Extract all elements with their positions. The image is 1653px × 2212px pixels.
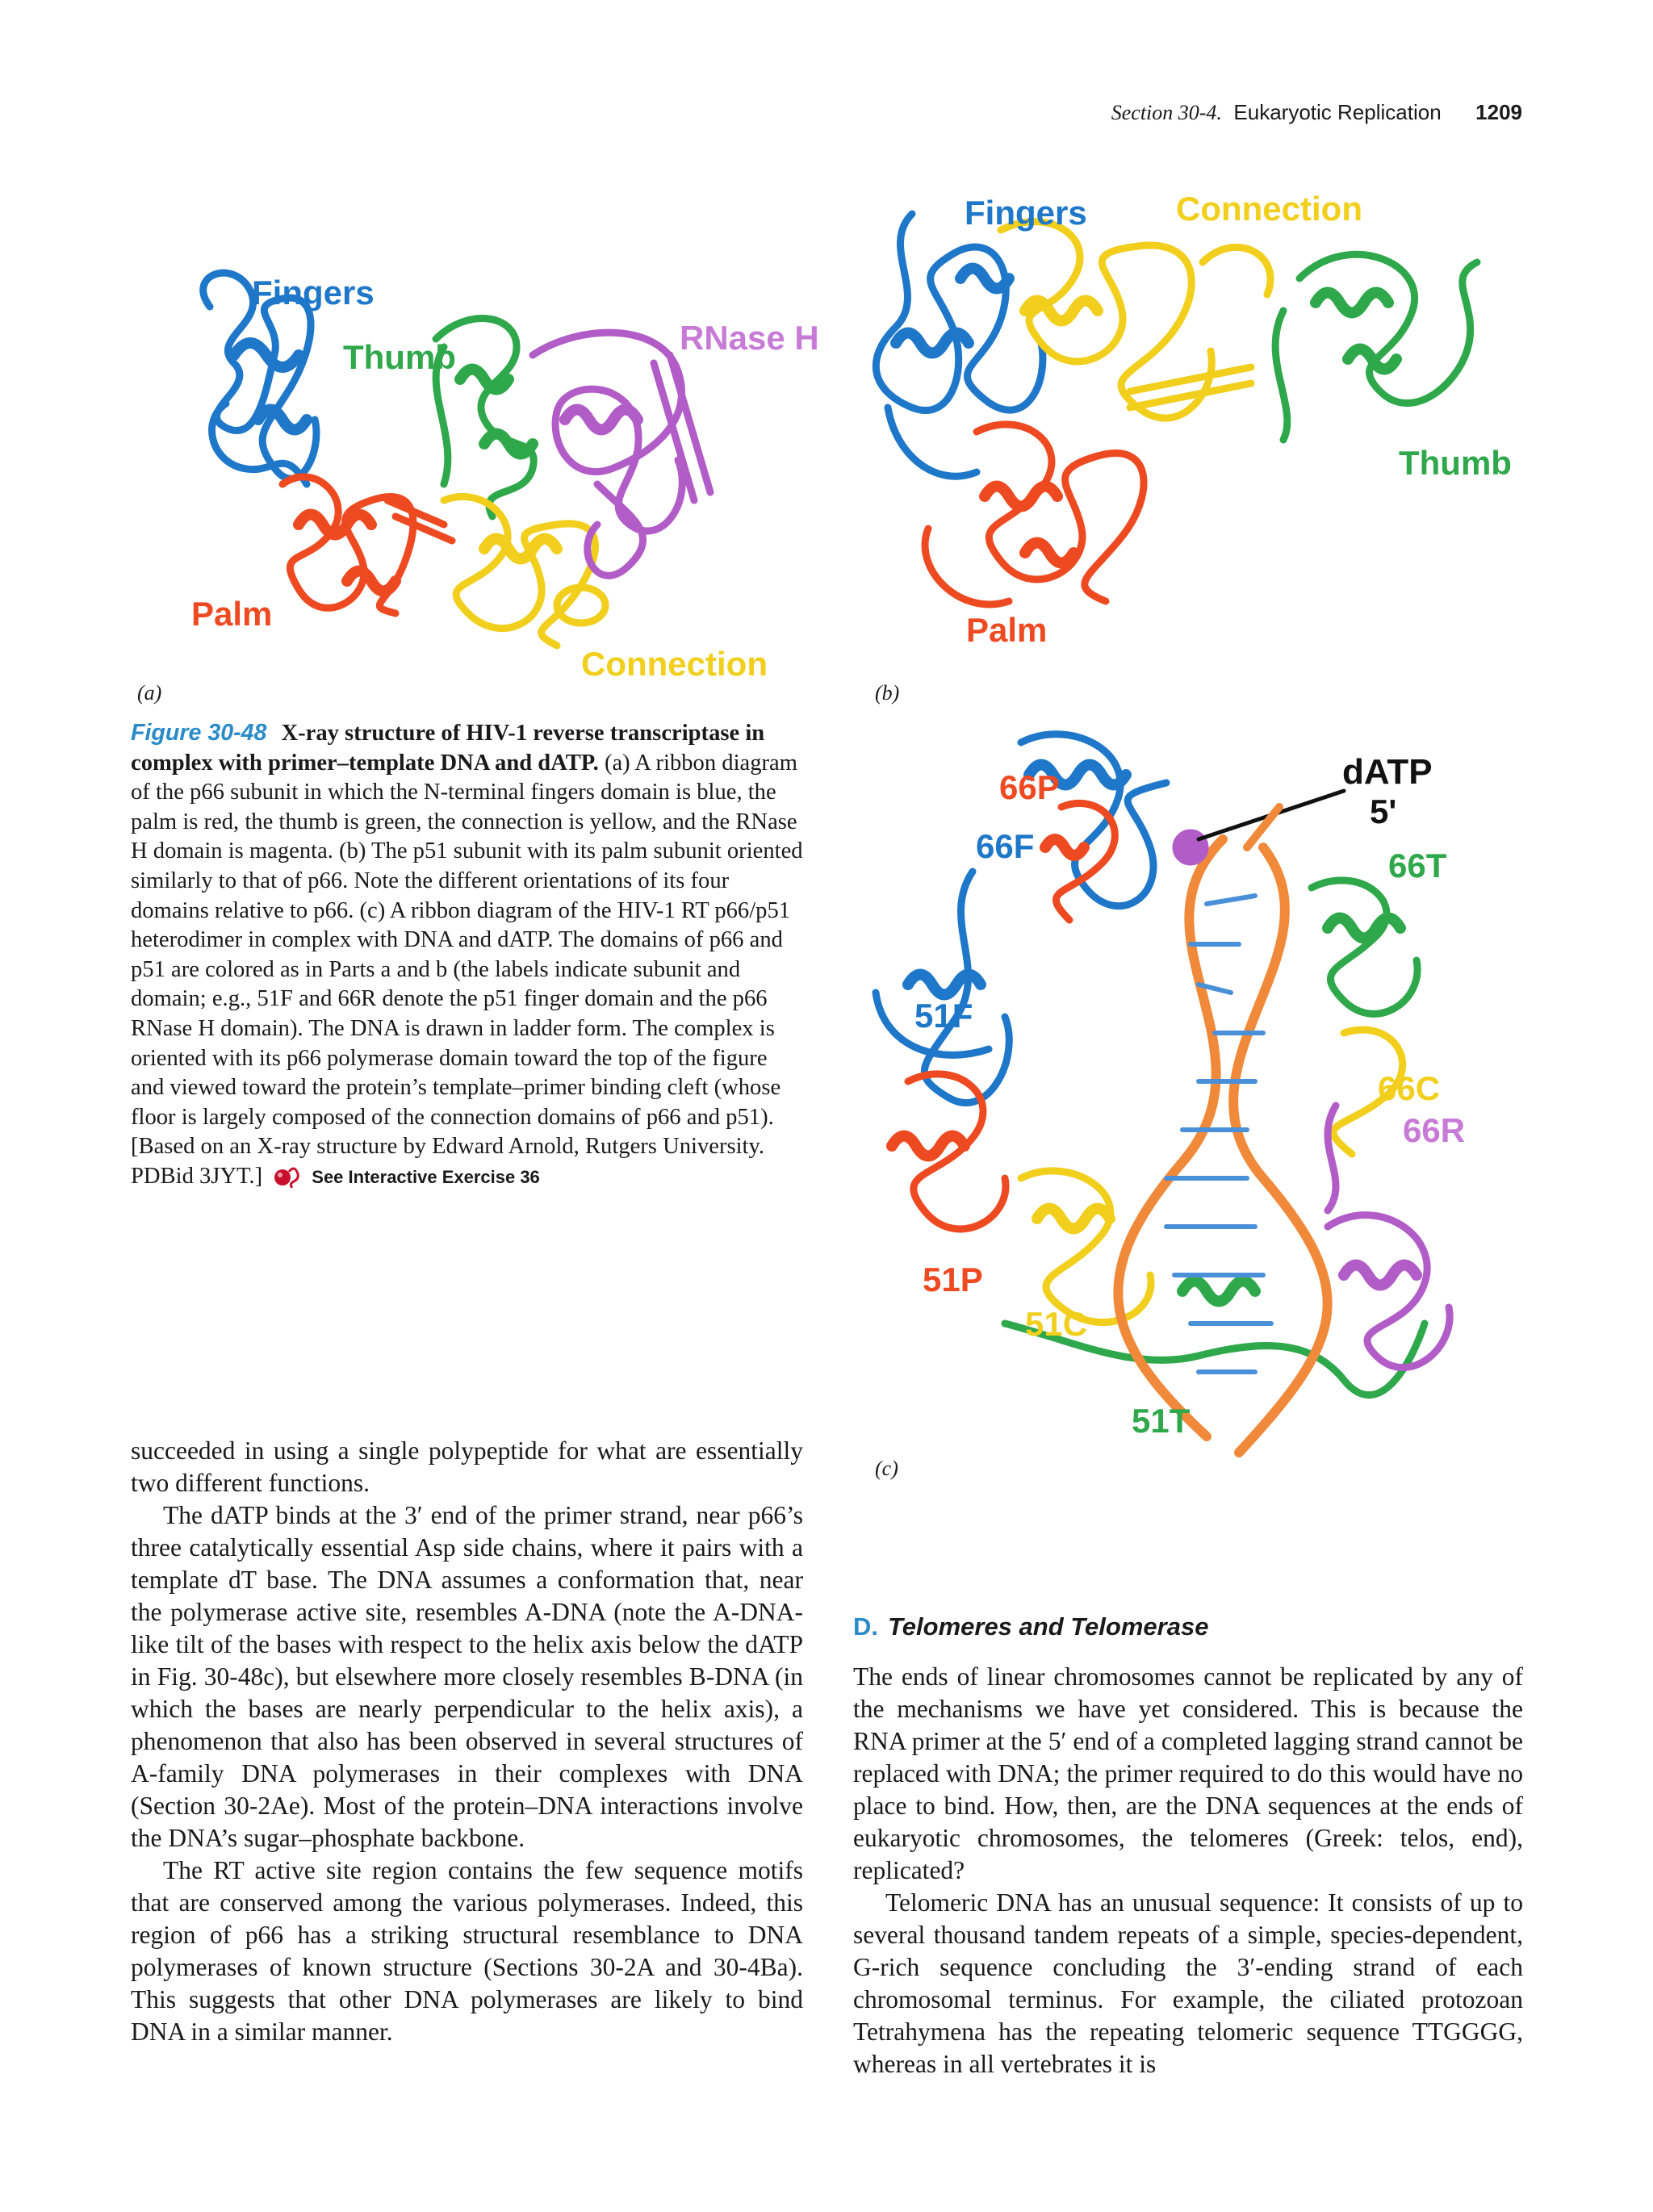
label-51t: 51T — [1132, 1402, 1191, 1440]
right-paragraph-1: The ends of linear chromosomes cannot be replicated by any of the mechanisms we have yet considered. This is because the RNA primer at the 5′ end of a completed lagging strand cannot be replaced with DNA; the primer required to do this would have no place to bind. How, then, are the DNA sequences at the ends of eukaryotic chromosomes, the telomeres (Greek: telos, end), replicated? — [853, 1662, 1523, 1884]
section-title: Telomeres and Telomerase — [888, 1612, 1209, 1641]
label-palm-b: Palm — [966, 611, 1048, 649]
label-connection-b: Connection — [1176, 190, 1362, 228]
label-fingers-b: Fingers — [965, 194, 1087, 232]
figure-title: X-ray structure of HIV-1 reverse transcriptase in complex with primer–template DNA and dATP. — [131, 721, 765, 776]
label-thumb-b: Thumb — [1399, 444, 1512, 482]
label-51f: 51F — [914, 997, 973, 1035]
label-66p: 66P — [999, 768, 1060, 806]
figure-panel-b — [864, 182, 1525, 666]
label-fingers-a: Fingers — [252, 274, 375, 312]
label-66r: 66R — [1403, 1111, 1466, 1149]
interactive-exercise-link[interactable]: See Interactive Exercise 36 — [312, 1166, 540, 1187]
right-column — [853, 1661, 1523, 2080]
panel-a-label: (a) — [137, 681, 162, 705]
panel-b-label: (b) — [875, 681, 900, 705]
figure-caption-body: (a) A ribbon diagram of the p66 subunit in which the N-terminal fingers domain is blue, the palm is red, the thumb is green, the connection is yellow, and the RNase H domain is magenta. (b) The p51 subunit with its palm subunit oriented similarly to that of p66. Note the different orientations of its four domains relative to p66. (c) A ribbon diagram of the HIV-1 RT p66/p51 heterodimer in complex with DNA and dATP. The domains of p66 and p51 are colored as in Parts a and b (the labels indicate subunit and domain; e.g., 51F and 66R denote the p51 finger domain and the p66 RNase H domain). The DNA is drawn in ladder form. The complex is oriented with its p66 polymerase domain toward the top of the figure and viewed toward the protein’s template–primer binding cleft (whose floor is largely composed of the connection domains of p66 and p51). [Based on an X-ray structure by Edward Arnold, Rutgers University. PDBid 3JYT.] — [131, 750, 803, 1189]
section-heading — [853, 1612, 1208, 1641]
left-paragraph-3: The RT active site region contains the few sequence motifs that are conserved among the various polymerases. Indeed, this region of p66 has a striking structural resemblance to DNA polymerases of known structure (Sections 30-2A and 30-4Ba). This suggests that other DNA polymerases are likely to bind DNA in a similar manner. — [131, 1856, 803, 2046]
figure-caption — [131, 718, 805, 1193]
label-datp: dATP — [1342, 752, 1433, 792]
panel-b-ribbon-illustration — [864, 182, 1525, 666]
left-column — [131, 1435, 803, 2048]
left-paragraph-2: The dATP binds at the 3′ end of the primer strand, near p66’s three catalytically essential Asp side chains, where it pairs with a template dT base. The DNA assumes a conformation that, near the polymerase active site, resembles A-DNA (note the A-DNA-like tilt of the bases with respect to the helix axis below the dATP in Fig. 30-48c), but elsewhere more closely resembles B-DNA (in which the bases are nearly perpendicular to the helix axis), a phenomenon that also has been observed in several structures of A-family DNA polymerases in their complexes with DNA (Section 30-2Ae). Most of the protein–DNA interactions involve the DNA’s sugar–phosphate backbone. — [131, 1501, 803, 1852]
running-header — [1111, 100, 1522, 125]
label-5-prime: 5' — [1370, 792, 1397, 830]
interactive-exercise-icon — [273, 1164, 305, 1188]
right-paragraph-2: Telomeric DNA has an unusual sequence: It consists of up to several thousand tandem repeats of a simple, species-dependent, G-rich sequence concluding the 3′-ending strand of each chromosomal terminus. For example, the ciliated protozoan Tetrahymena has the repeating telomeric sequence TTGGGG, whereas in all vertebrates it is — [853, 1888, 1523, 2078]
page-number: 1209 — [1475, 100, 1522, 124]
label-palm-a: Palm — [191, 595, 273, 633]
header-title: Eukaryotic Replication — [1233, 100, 1442, 124]
header-section: Section 30-4. — [1111, 101, 1222, 124]
label-66f: 66F — [976, 827, 1035, 865]
panel-c-label: (c) — [875, 1457, 898, 1480]
label-51c: 51C — [1025, 1305, 1088, 1343]
label-51p: 51P — [923, 1261, 983, 1298]
label-66c: 66C — [1378, 1069, 1441, 1107]
label-rnaseh-a: RNase H — [680, 319, 819, 357]
label-connection-a: Connection — [581, 645, 768, 683]
section-letter: D. — [853, 1612, 878, 1641]
left-paragraph-1: succeeded in using a single polypeptide for what are essentially two different functions. — [131, 1436, 803, 1497]
figure-number: Figure 30-48 — [131, 720, 267, 746]
label-66t: 66T — [1388, 847, 1447, 884]
label-thumb-a: Thumb — [343, 338, 456, 376]
